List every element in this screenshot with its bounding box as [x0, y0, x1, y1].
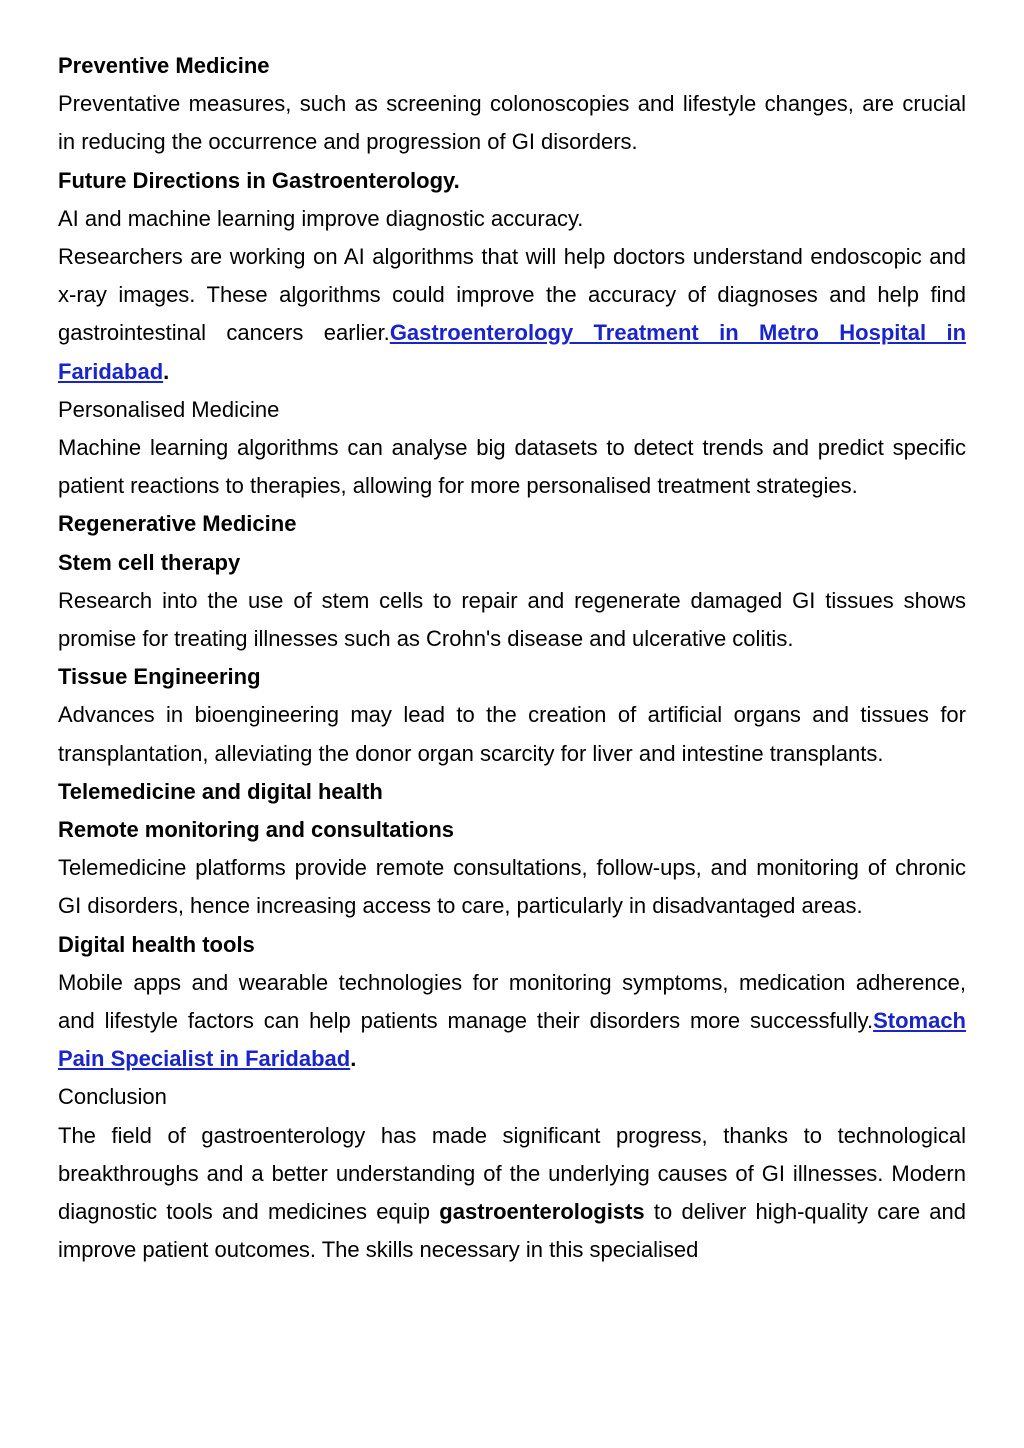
section-heading-future-directions: Future Directions in Gastroenterology.: [58, 167, 460, 193]
paragraph-conclusion-text-before: The field of gastroenterology has made significant progress, thanks to technological breakthroughs and a better understanding of the underlying causes of GI illnesses. Modern diagnostic tools and medicines equip: [58, 1122, 966, 1225]
subheading-ai-machine-learning: AI and machine learning improve diagnostic accuracy.: [58, 205, 584, 231]
link-stomach-pain-specialist[interactable]: Stomach Pain Specialist in Faridabad: [58, 1008, 966, 1072]
paragraph-conclusion-text-after: to deliver high-quality care and improve patient outcomes. The skills necessary in this specialised: [58, 1199, 966, 1263]
paragraph-remote-monitoring: Telemedicine platforms provide remote consultations, follow-ups, and monitoring of chronic GI disorders, hence increasing access to care, particularly in disadvantaged areas.: [58, 855, 966, 919]
paragraph-ai-algorithms-text: Researchers are working on AI algorithms that will help doctors understand endoscopic and x-ray images. These algorithms could improve the accuracy of diagnoses and help find gastrointestinal cancers earlier.: [58, 244, 966, 346]
subheading-personalised-medicine: Personalised Medicine: [58, 396, 280, 422]
paragraph-ai-algorithms: [58, 238, 966, 391]
paragraph-conclusion: [58, 1117, 966, 1270]
subheading-remote-monitoring: Remote monitoring and consultations: [58, 817, 455, 843]
paragraph-preventive-medicine: Preventative measures, such as screening colonoscopies and lifestyle changes, are crucial in reducing the occurrence and progression of GI disorders.: [58, 91, 966, 155]
paragraph-digital-health-tools-text: Mobile apps and wearable technologies for monitoring symptoms, medication adherence, and lifestyle factors can help patients manage their disorders more successfully.: [58, 969, 966, 1034]
section-heading-conclusion: Conclusion: [58, 1084, 167, 1110]
link-gastroenterology-treatment[interactable]: Gastroenterology Treatment in Metro Hospital in Faridabad: [58, 320, 967, 384]
section-heading-preventive-medicine: Preventive Medicine: [58, 53, 270, 78]
subheading-stem-cell-therapy: Stem cell therapy: [58, 549, 241, 575]
subheading-tissue-engineering: Tissue Engineering: [58, 664, 261, 690]
link-suffix-period: .: [350, 1046, 357, 1072]
bold-term-gastroenterologists: gastroenterologists: [439, 1199, 645, 1225]
paragraph-personalised-medicine: Machine learning algorithms can analyse big datasets to detect trends and predict specific patient reactions to therapies, allowing for more personalised treatment strategies.: [58, 435, 966, 499]
link-suffix-period: .: [163, 358, 170, 384]
section-heading-telemedicine: Telemedicine and digital health: [58, 778, 383, 804]
section-heading-regenerative-medicine: Regenerative Medicine: [58, 511, 297, 537]
document-page: [58, 47, 966, 1270]
subheading-digital-health-tools: Digital health tools: [58, 931, 255, 957]
paragraph-tissue-engineering: Advances in bioengineering may lead to the creation of artificial organs and tissues for transplantation, alleviating the donor organ scarcity for liver and intestine transplants.: [58, 702, 966, 766]
paragraph-stem-cell-therapy: Research into the use of stem cells to repair and regenerate damaged GI tissues shows promise for treating illnesses such as Crohn's disease and ulcerative colitis.: [58, 587, 966, 652]
paragraph-digital-health-tools: [58, 964, 966, 1079]
